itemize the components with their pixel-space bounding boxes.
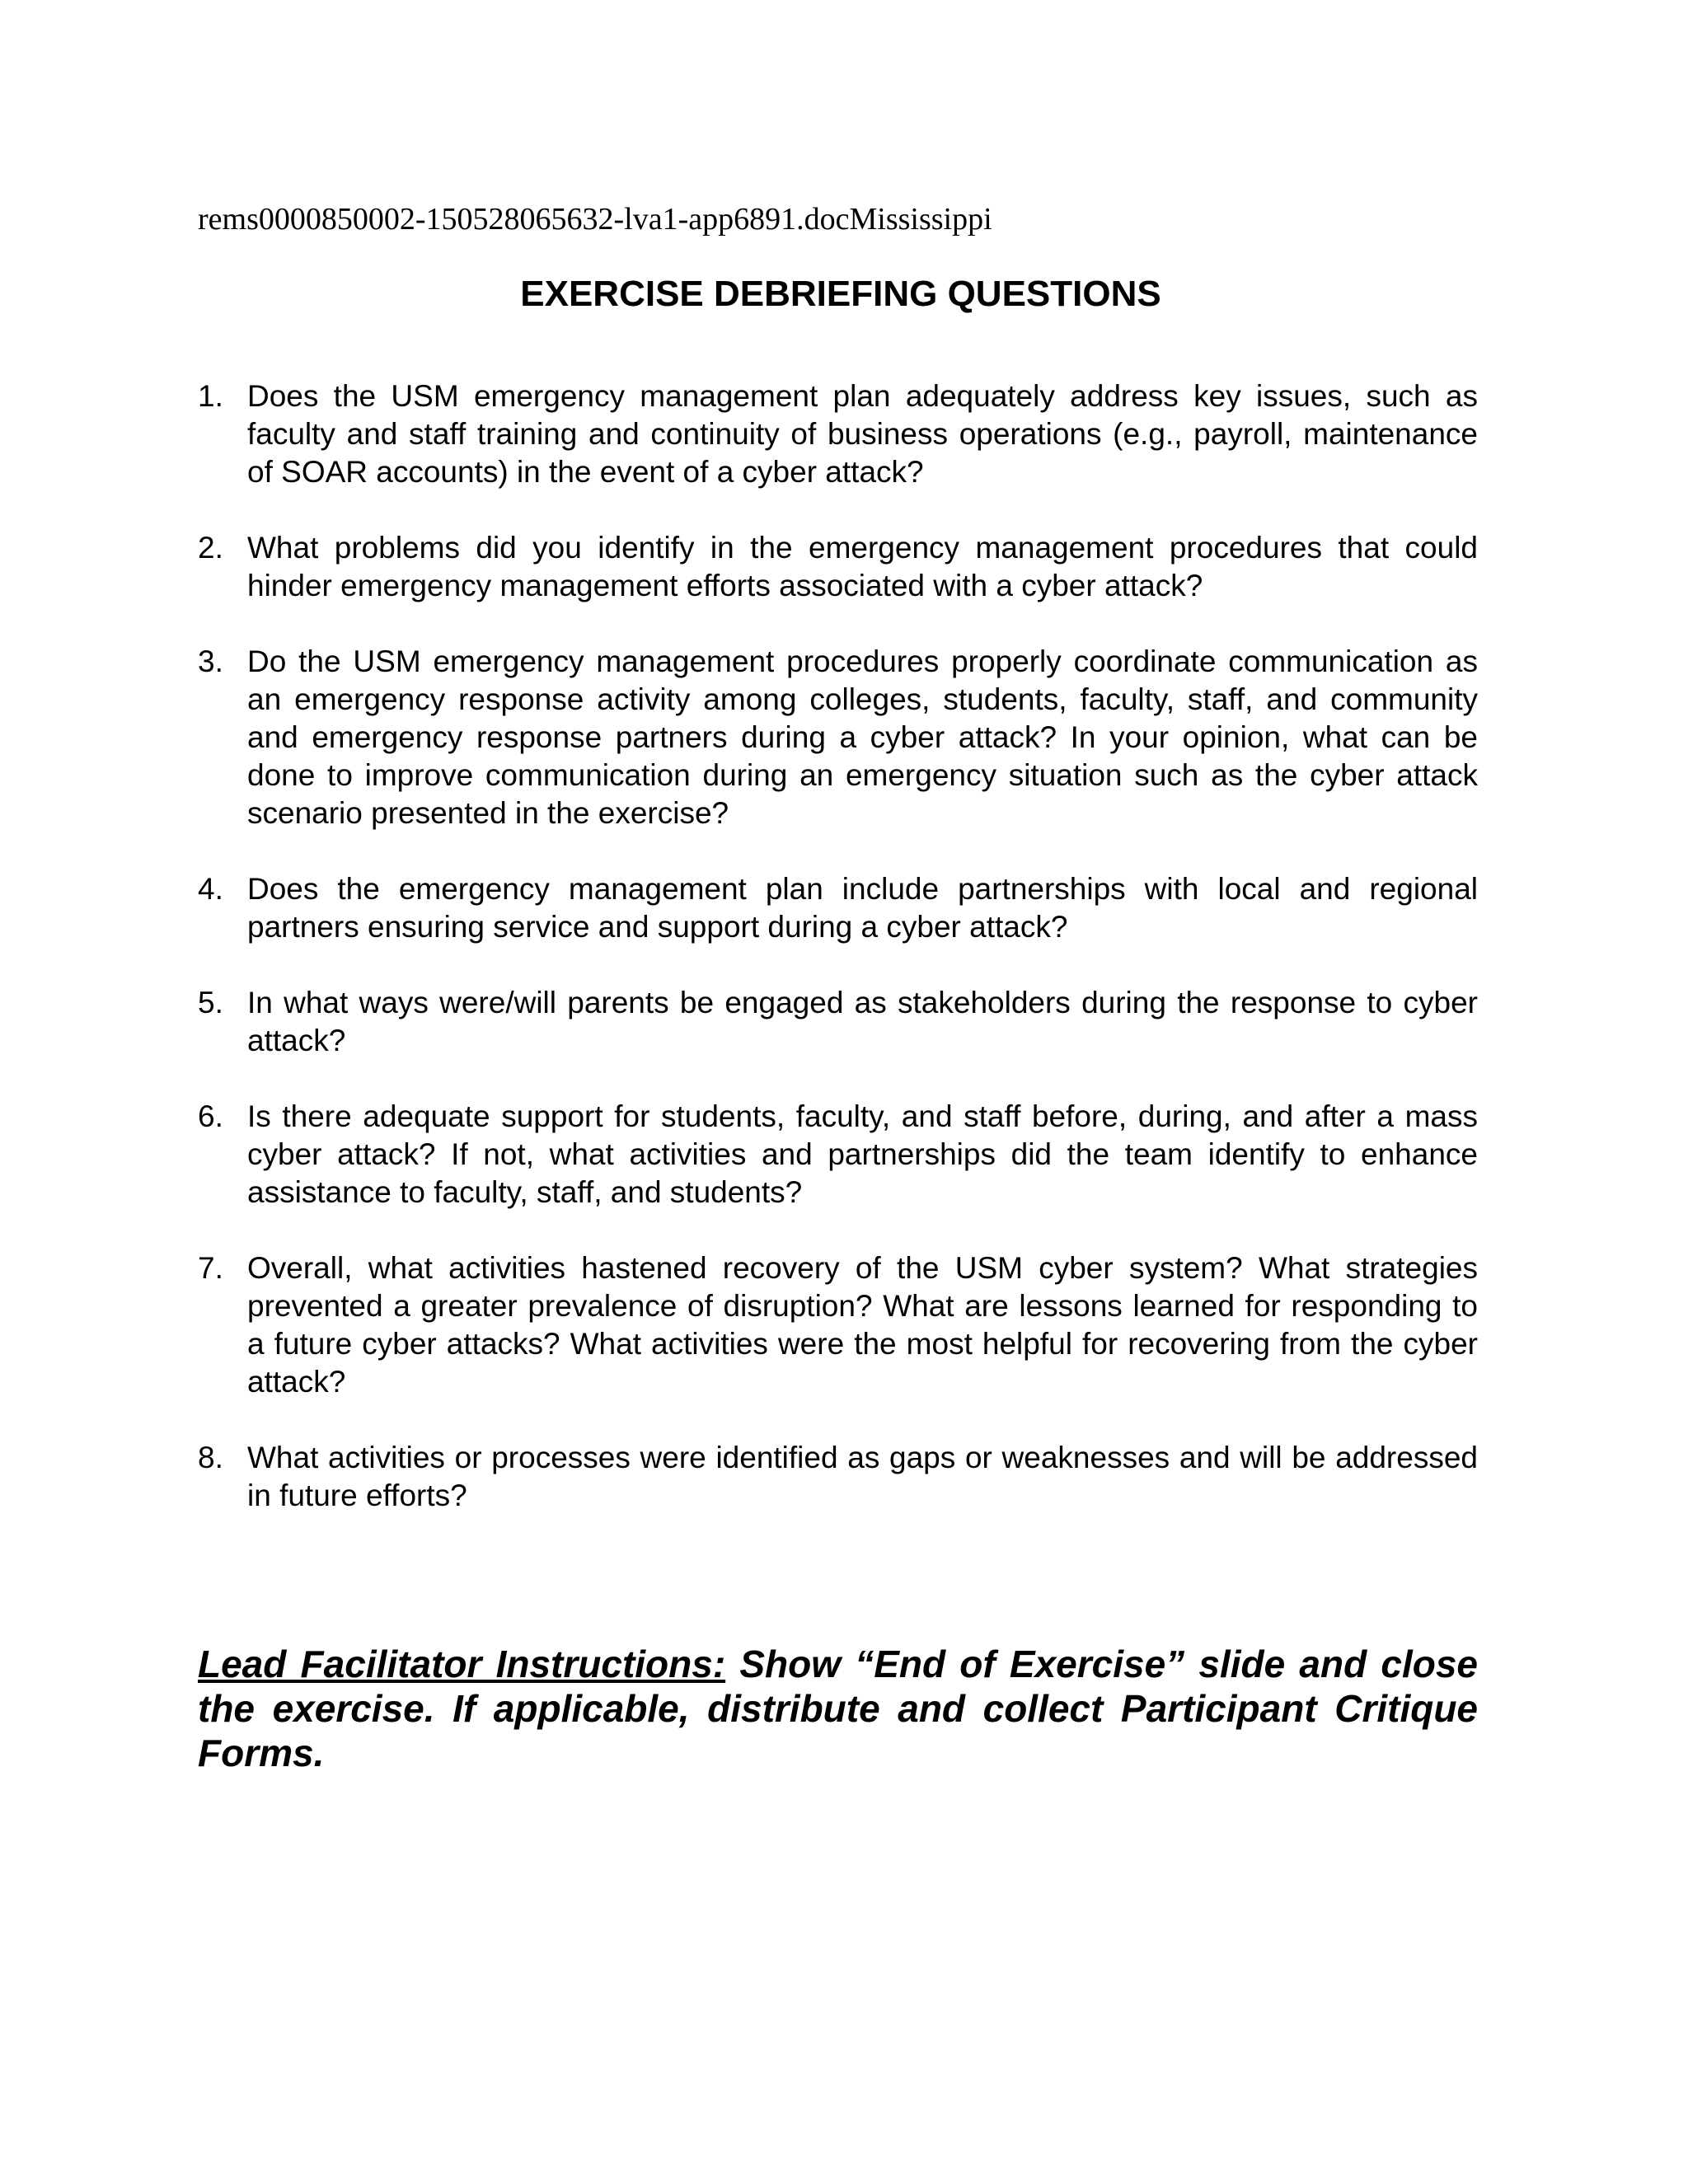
question-item: [198, 529, 1478, 605]
question-number: 8.: [198, 1441, 223, 1474]
question-number: 7.: [198, 1251, 223, 1285]
question-number: 6.: [198, 1099, 223, 1133]
question-text: What activities or processes were identified as gaps or weaknesses and will be addressed in future efforts?: [247, 1441, 1478, 1512]
question-text: In what ways were/will parents be engaged as stakeholders during the response to cyber attack?: [247, 986, 1478, 1057]
page-title: EXERCISE DEBRIEFING QUESTIONS: [520, 274, 1161, 314]
question-item: [198, 1098, 1478, 1212]
facilitator-instructions: [198, 1642, 1478, 1775]
question-number: 1.: [198, 379, 223, 413]
question-text: Do the USM emergency management procedures properly coordinate communication as an emergency response activity among colleges, students, faculty, staff, and community and emergency response partners during a cyber attack? In your opinion, what can be done to improve communication during an emergency situation such as the cyber attack scenario presented in the exercise?: [247, 644, 1478, 830]
question-item: [198, 1439, 1478, 1515]
question-text: What problems did you identify in the emergency management procedures that could hinder emergency management efforts associated with a cyber attack?: [247, 531, 1478, 602]
question-number: 5.: [198, 986, 223, 1019]
question-item: [198, 870, 1478, 946]
question-list: [198, 377, 1478, 1553]
question-item: [198, 1249, 1478, 1401]
question-item: [198, 643, 1478, 832]
question-text: Does the USM emergency management plan adequately address key issues, such as faculty and staff training and continuity of business operations (e.g., payroll, maintenance of SOAR accounts) in the event of a cyber attack?: [247, 379, 1478, 489]
question-number: 2.: [198, 531, 223, 565]
question-text: Is there adequate support for students, faculty, and staff before, during, and after a mass cyber attack? If not, what activities and partnerships did the team identify to enhance assistance to faculty, staff, and students?: [247, 1099, 1478, 1209]
instructions-label: Lead Facilitator Instructions:: [198, 1643, 726, 1685]
question-text: Does the emergency management plan include partnerships with local and regional partners ensuring service and support during a cyber attack?: [247, 872, 1478, 944]
file-header: rems0000850002-150528065632-lva1-app6891.docMississippi: [198, 202, 992, 237]
question-item: [198, 377, 1478, 491]
question-item: [198, 984, 1478, 1060]
question-number: 4.: [198, 872, 223, 906]
question-text: Overall, what activities hastened recovery of the USM cyber system? What strategies prevented a greater prevalence of disruption? What are lessons learned for responding to a future cyber attacks? What activities were the most helpful for recovering from the cyber attack?: [247, 1251, 1478, 1399]
question-number: 3.: [198, 644, 223, 678]
instructions-text: Show “End of Exercise” slide and close the exercise. If applicable, distribute and collect Participant Critique Forms.: [198, 1643, 1479, 1774]
